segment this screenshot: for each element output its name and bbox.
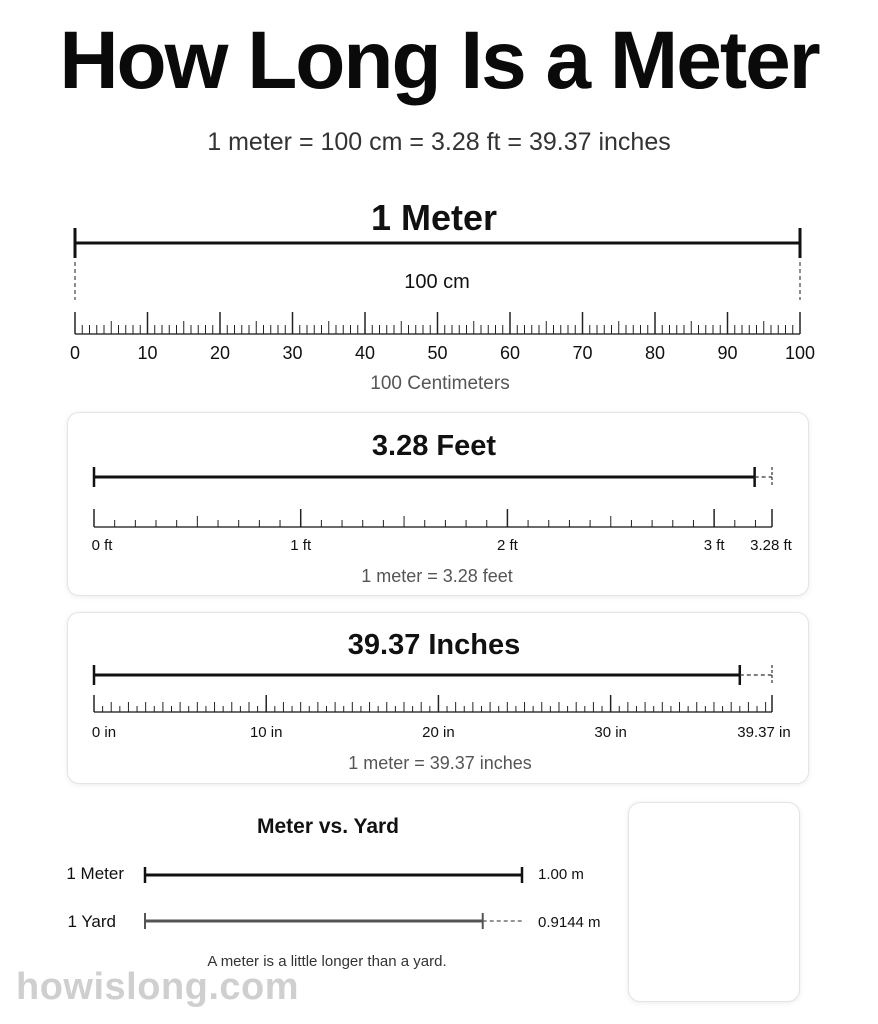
comparison-bars — [145, 867, 522, 929]
inches-tick-label: 39.37 in — [737, 724, 791, 741]
feet-caption: 1 meter = 3.28 feet — [361, 566, 513, 586]
inches-bar — [94, 665, 772, 685]
feet-ruler — [92, 509, 793, 554]
cm-tick-label: 20 — [209, 343, 231, 363]
inches-tick-label: 20 in — [422, 724, 455, 741]
meter-length-label: 100 cm — [404, 271, 470, 293]
feet-tick-label: 3.28 ft — [750, 537, 792, 554]
inches-tick-label: 30 in — [594, 724, 627, 741]
inches-caption: 1 meter = 39.37 inches — [348, 753, 532, 773]
conversion-summary: 1 meter = 100 cm = 3.28 ft = 39.37 inches — [207, 128, 671, 156]
feet-tick-label: 3 ft — [703, 537, 725, 554]
meter-caption: 100 Centimeters — [370, 373, 510, 394]
yard-row-value: 0.9144 m — [538, 914, 601, 931]
meter-row-value: 1.00 m — [538, 866, 584, 883]
cm-tick-label: 100 — [784, 343, 816, 363]
inches-heading: 39.37 Inches — [347, 629, 521, 661]
site-watermark: howislong.com — [16, 966, 300, 1008]
cm-tick-label: 50 — [427, 343, 448, 363]
feet-heading: 3.28 Feet — [371, 430, 497, 462]
cm-tick-label: 90 — [717, 343, 738, 363]
inches-ruler — [92, 695, 791, 741]
cm-tick-label: 60 — [499, 343, 521, 363]
inches-tick-label: 10 in — [249, 724, 283, 741]
meter-heading: 1 Meter — [370, 197, 498, 238]
cm-tick-label: 70 — [572, 343, 593, 363]
cm-tick-label: 30 — [282, 343, 303, 363]
feet-tick-label: 0 ft — [91, 537, 113, 554]
yard-row-label: 1 Yard — [67, 912, 116, 931]
inches-tick-label: 0 in — [91, 724, 117, 741]
cm-ruler — [70, 312, 815, 363]
meter-row-label: 1 Meter — [66, 864, 124, 883]
cm-tick-label: 10 — [137, 343, 158, 363]
feet-tick-label: 1 ft — [290, 537, 312, 554]
cm-tick-label: 80 — [644, 343, 666, 363]
comparison-caption: A meter is a little longer than a yard. — [207, 953, 447, 970]
page-title: How Long Is a Meter — [59, 15, 819, 106]
feet-bar — [94, 467, 772, 487]
cm-tick-label: 0 — [69, 343, 81, 363]
feet-tick-label: 2 ft — [496, 537, 518, 554]
cm-tick-label: 40 — [354, 343, 376, 363]
comparison-heading: Meter vs. Yard — [256, 815, 400, 838]
